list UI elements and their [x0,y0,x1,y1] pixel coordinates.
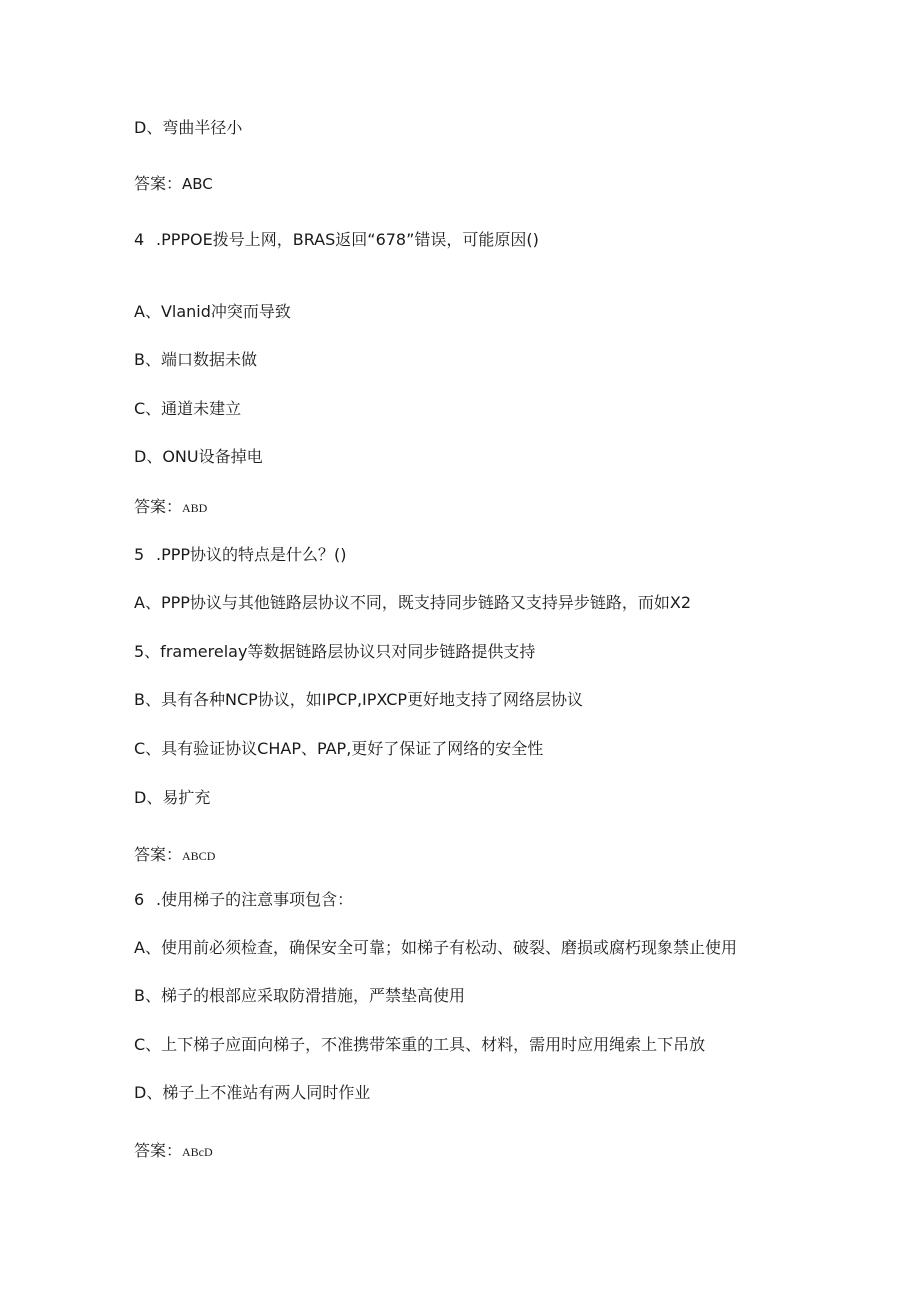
q6-answer [134,1141,213,1162]
answer-value: ABcD [182,1145,213,1159]
question-number: 5 [134,545,145,564]
question-text: .使用梯子的注意事项包含： [156,890,354,909]
q6-question [134,890,353,910]
q5-option-b: B、具有各种NCP协议，如IPCP,IPXCP更好地支持了网络层协议 [134,690,584,709]
q4-option-a: A、Vlanid冲突而导致 [134,302,291,321]
question-text: .PPPOE拨号上网，BRAS返回“678”错误，可能原因() [156,230,539,249]
q4-question [134,230,539,250]
question-number: 4 [134,230,145,249]
q5-question [134,545,347,565]
q5-option-c: C、具有验证协议CHAP、PAP,更好了保证了网络的安全性 [134,739,544,758]
q4-answer [134,497,207,518]
q3-answer [134,174,213,194]
q6-option-b: B、梯子的根部应采取防滑措施，严禁垫高使用 [134,986,465,1005]
question-number: 6 [134,890,145,909]
q4-option-d: D、ONU设备掉电 [134,447,263,466]
answer-value: ABCD [182,849,216,863]
q6-option-d: D、梯子上不准站有两人同时作业 [134,1083,371,1102]
q5-option-a-continued: 5、framerelay等数据链路层协议只对同步链路提供支持 [134,642,536,661]
q3-option-d: D、弯曲半径小 [134,118,243,137]
answer-label: 答案： [134,845,183,864]
q4-option-b: B、端口数据未做 [134,350,257,369]
q6-option-c: C、上下梯子应面向梯子，不准携带笨重的工具、材料，需用时应用绳索上下吊放 [134,1035,706,1054]
answer-value: ABC [182,175,213,193]
q5-option-a: A、PPP协议与其他链路层协议不同，既支持同步链路又支持异步链路，而如X2 [134,593,692,612]
answer-value: ABD [182,501,208,515]
q6-option-a: A、使用前必须检查，确保安全可靠；如梯子有松动、破裂、磨损或腐朽现象禁止使用 [134,938,737,957]
q5-option-d: D、易扩充 [134,788,211,807]
q5-answer [134,845,215,866]
answer-label: 答案： [134,497,183,516]
q4-option-c: C、通道未建立 [134,399,242,418]
question-text: .PPP协议的特点是什么？() [156,545,347,564]
answer-label: 答案： [134,174,183,193]
answer-label: 答案： [134,1141,183,1160]
